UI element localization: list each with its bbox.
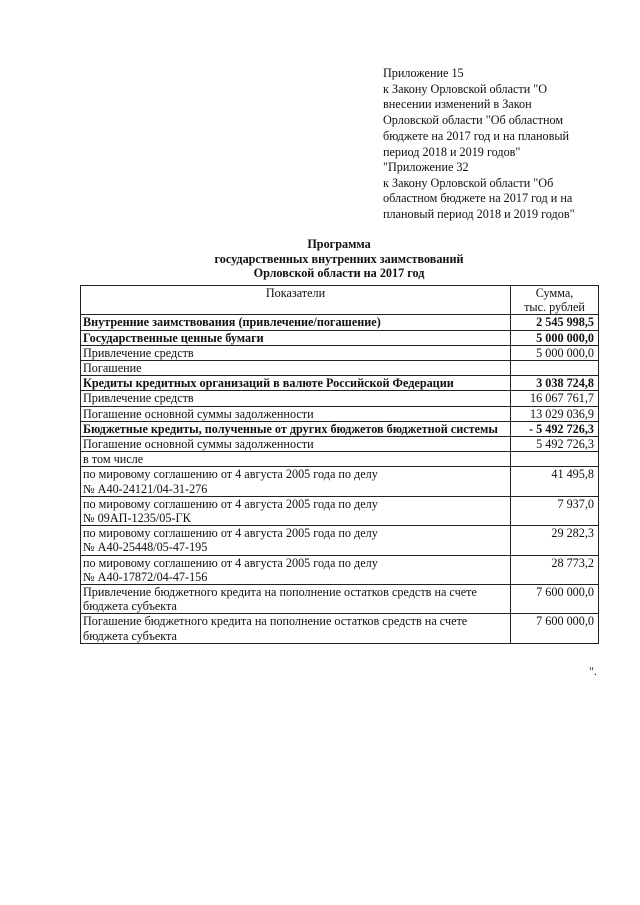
row-indicator-text: по мировому соглашению от 4 августа 2005 года по делу	[83, 555, 378, 570]
row-indicator	[81, 406, 511, 421]
row-amount: 3 038 724,8	[511, 376, 599, 391]
row-case-number: № А40-25448/05-47-195	[83, 540, 208, 555]
table-row	[81, 361, 599, 376]
row-case-number: № 09АП-1235/05-ГК	[83, 511, 191, 526]
row-indicator	[81, 555, 511, 584]
table-row	[81, 526, 599, 555]
table-row	[81, 376, 599, 391]
row-indicator	[81, 391, 511, 406]
row-indicator	[81, 437, 511, 452]
table-row	[81, 437, 599, 452]
row-amount: 41 495,8	[511, 467, 599, 496]
row-amount: 13 029 036,9	[511, 406, 599, 421]
header-sum	[511, 286, 599, 315]
appendix-15-line: период 2018 и 2019 годов"	[383, 144, 521, 159]
table-row	[81, 585, 599, 614]
table-header-row	[81, 286, 599, 315]
appendix-15-line: Орловской области "Об областном	[383, 113, 564, 128]
table-row	[81, 452, 599, 467]
header-sum-line2: тыс. рублей	[524, 300, 585, 315]
row-amount: 5 000 000,0	[511, 345, 599, 360]
borrowing-program-table	[80, 285, 599, 644]
row-indicator	[81, 452, 511, 467]
row-case-number: № А40-24121/04-31-276	[83, 481, 208, 496]
row-amount	[511, 452, 599, 467]
header-sum-line1: Сумма,	[535, 286, 574, 300]
row-amount: 29 282,3	[511, 526, 599, 555]
row-amount: 7 600 000,0	[511, 614, 599, 643]
table-row	[81, 496, 599, 525]
table-row	[81, 421, 599, 436]
row-indicator-text: Погашение основной суммы задолженности	[83, 437, 314, 452]
row-indicator-text: Привлечение средств	[83, 391, 194, 406]
row-indicator-text: Внутренние заимствования (привлечение/погашение)	[83, 315, 381, 330]
table-row	[81, 315, 599, 330]
row-indicator-text: в том числе	[83, 452, 144, 467]
table-row	[81, 406, 599, 421]
appendix-15-line: Приложение 15	[383, 66, 464, 80]
row-case-number: № А40-17872/04-47-156	[83, 569, 208, 584]
appendix-32-line: к Закону Орловской области "Об	[383, 175, 554, 190]
appendix-15-heading	[383, 66, 598, 160]
appendix-15-line: к Закону Орловской области "О	[383, 81, 548, 96]
row-indicator-text: Погашение бюджетного кредита на пополнение остатков средств на счете бюджета субъекта	[83, 614, 468, 643]
closing-quote-mark: ".	[589, 664, 597, 678]
row-indicator	[81, 421, 511, 436]
appendix-15-line: внесении изменений в Закон	[383, 97, 532, 112]
row-indicator-text: Погашение	[83, 361, 142, 376]
appendix-32-heading	[383, 160, 598, 223]
row-indicator-text: Кредиты кредитных организаций в валюте Российской Федерации	[83, 376, 454, 391]
document-title	[80, 237, 598, 281]
row-indicator	[81, 330, 511, 345]
row-indicator-text: по мировому соглашению от 4 августа 2005 года по делу	[83, 467, 378, 482]
table-row	[81, 345, 599, 360]
row-amount: - 5 492 726,3	[511, 421, 599, 436]
title-line-2: государственных внутренних заимствований	[214, 251, 464, 266]
row-indicator-text: Привлечение бюджетного кредита на пополнение остатков средств на счете бюджета субъекта	[83, 585, 477, 614]
row-indicator-text: Государственные ценные бумаги	[83, 330, 264, 345]
row-indicator	[81, 361, 511, 376]
row-amount: 5 492 726,3	[511, 437, 599, 452]
table-row	[81, 467, 599, 496]
appendix-15-line: бюджете на 2017 год и на плановый	[383, 128, 570, 143]
row-indicator	[81, 585, 511, 614]
row-indicator-text: Бюджетные кредиты, полученные от других бюджетов бюджетной системы	[83, 421, 498, 436]
row-indicator	[81, 376, 511, 391]
row-indicator-text: Привлечение средств	[83, 345, 194, 360]
table-row	[81, 330, 599, 345]
table-row	[81, 391, 599, 406]
row-indicator	[81, 467, 511, 496]
row-amount: 28 773,2	[511, 555, 599, 584]
table-row	[81, 614, 599, 643]
appendix-32-line: "Приложение 32	[383, 160, 469, 174]
appendix-32-line: плановый период 2018 и 2019 годов"	[383, 207, 575, 222]
header-indicators: Показатели	[81, 286, 511, 315]
row-amount	[511, 361, 599, 376]
row-indicator	[81, 315, 511, 330]
title-line-3: Орловской области на 2017 год	[253, 266, 425, 280]
table-row	[81, 555, 599, 584]
row-amount: 2 545 998,5	[511, 315, 599, 330]
table-body	[81, 315, 599, 643]
row-indicator	[81, 526, 511, 555]
row-indicator-text: по мировому соглашению от 4 августа 2005 года по делу	[83, 526, 378, 541]
row-indicator	[81, 496, 511, 525]
row-amount: 5 000 000,0	[511, 330, 599, 345]
appendix-32-line: областном бюджете на 2017 год и на	[383, 191, 573, 206]
row-amount: 7 600 000,0	[511, 585, 599, 614]
row-indicator	[81, 614, 511, 643]
row-amount: 16 067 761,7	[511, 391, 599, 406]
row-indicator-text: Погашение основной суммы задолженности	[83, 406, 314, 421]
title-line-1: Программа	[307, 237, 371, 251]
row-amount: 7 937,0	[511, 496, 599, 525]
row-indicator-text: по мировому соглашению от 4 августа 2005 года по делу	[83, 496, 378, 511]
row-indicator	[81, 345, 511, 360]
